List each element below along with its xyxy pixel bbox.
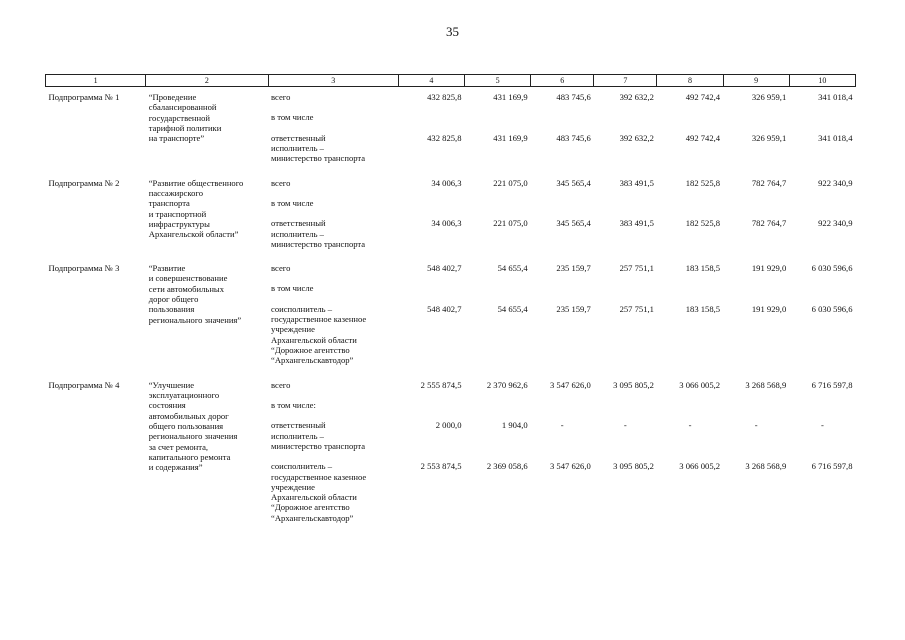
column-header: 2 <box>146 75 268 87</box>
amount-cell: 1 904,0 <box>501 420 528 431</box>
funding-category: соисполнитель – государственное казенное учреждение Архангельской области “Дорожное агентство “Архангельскавтодор” <box>271 461 367 523</box>
amount-cell: 548 402,7 <box>427 263 462 274</box>
amount-cell: 492 742,4 <box>685 132 721 143</box>
column-header: 4 <box>398 75 464 87</box>
empty-cell <box>789 102 855 122</box>
funding-category: в том числе <box>271 283 314 294</box>
amount-cell: 922 340,9 <box>818 218 853 229</box>
subprogram-name: “Развитие и совершенствование сети автомобильных дорог общего пользования регионального значения” <box>148 263 242 325</box>
amount-cell: 383 491,5 <box>619 218 654 229</box>
subprogram-name: “Развитие общественного пассажирского транспорта и транспортной инфраструктуры Архангельской области” <box>148 177 244 240</box>
amount-cell: 34 006,3 <box>431 177 462 188</box>
amount-cell: 341 018,4 <box>818 92 853 102</box>
amount-cell: 221 075,0 <box>493 218 528 229</box>
amount-cell: 492 742,4 <box>685 92 721 102</box>
empty-cell <box>657 188 723 208</box>
amount-cell: 54 655,4 <box>497 263 528 274</box>
subprogram-name: “Проведение сбалансированной государственной тарифной политики на транспорте” <box>148 92 222 144</box>
amount-cell: 235 159,7 <box>556 263 591 274</box>
empty-cell <box>398 188 464 208</box>
subprogram-code: Подпрограмма № 1 <box>48 92 120 102</box>
amount-cell: 6 716 597,8 <box>811 461 853 472</box>
amount-cell: 3 066 005,2 <box>679 461 721 472</box>
amount-cell: - <box>754 420 758 431</box>
amount-cell: 2 370 962,6 <box>486 379 528 390</box>
funding-category: в том числе: <box>271 399 316 410</box>
amount-cell: 432 825,8 <box>427 132 462 143</box>
amount-cell: 54 655,4 <box>497 303 528 314</box>
amount-cell: 782 764,7 <box>751 218 787 229</box>
amount-cell: 182 525,8 <box>685 218 721 229</box>
empty-cell <box>531 102 594 122</box>
table-body <box>46 87 856 533</box>
empty-cell <box>789 188 855 208</box>
amount-cell: 3 547 626,0 <box>549 379 591 390</box>
amount-cell: 392 632,2 <box>619 132 654 143</box>
column-header: 3 <box>268 75 398 87</box>
amount-cell: 221 075,0 <box>493 177 528 188</box>
amount-cell: 183 158,5 <box>685 303 721 314</box>
empty-cell <box>398 102 464 122</box>
subprogram-code: Подпрограмма № 2 <box>48 177 120 188</box>
subprogram-code: Подпрограмма № 3 <box>48 263 120 274</box>
funding-category: всего <box>271 177 291 188</box>
table-row <box>46 87 856 103</box>
empty-cell <box>723 188 789 208</box>
column-header: 8 <box>657 75 723 87</box>
funding-category: всего <box>271 263 291 274</box>
amount-cell: 341 018,4 <box>818 132 853 143</box>
empty-cell <box>594 273 657 293</box>
empty-cell <box>789 273 855 293</box>
amount-cell: 6 030 596,6 <box>811 263 853 274</box>
amount-cell: 345 565,4 <box>556 218 591 229</box>
column-header: 7 <box>594 75 657 87</box>
funding-category: ответственный исполнитель – министерство транспорта <box>271 218 366 249</box>
amount-cell: 3 095 805,2 <box>613 379 654 390</box>
empty-cell <box>594 188 657 208</box>
amount-cell: 326 959,1 <box>751 132 787 143</box>
empty-cell <box>465 390 531 410</box>
column-header: 6 <box>531 75 594 87</box>
empty-cell <box>531 390 594 410</box>
subprogram-name: “Улучшение эксплуатационного состояния автомобильных дорог общего пользования регионального значения за счет ремонта, капитального ремонта и содержания” <box>148 379 238 473</box>
amount-cell: 3 095 805,2 <box>613 461 654 472</box>
empty-cell <box>465 102 531 122</box>
page-number: 35 <box>446 24 459 39</box>
empty-cell <box>657 390 723 410</box>
amount-cell: 191 929,0 <box>751 263 787 274</box>
funding-table <box>45 74 856 532</box>
funding-category: всего <box>271 92 291 102</box>
empty-cell <box>789 390 855 410</box>
amount-cell: 3 268 568,9 <box>745 461 787 472</box>
empty-cell <box>657 273 723 293</box>
funding-category: ответственный исполнитель – министерство транспорта <box>271 132 366 164</box>
amount-cell: 182 525,8 <box>685 177 721 188</box>
funding-category: в том числе <box>271 197 314 208</box>
column-number-header <box>46 75 856 87</box>
amount-cell: 431 169,9 <box>493 132 528 143</box>
empty-cell <box>531 188 594 208</box>
amount-cell: 922 340,9 <box>818 177 853 188</box>
amount-cell: 34 006,3 <box>431 218 462 229</box>
amount-cell: 3 547 626,0 <box>549 461 591 472</box>
empty-cell <box>465 188 531 208</box>
empty-cell <box>594 390 657 410</box>
empty-cell <box>723 390 789 410</box>
amount-cell: 6 030 596,6 <box>811 303 853 314</box>
empty-cell <box>657 102 723 122</box>
amount-cell: 191 929,0 <box>751 303 787 314</box>
table-row <box>46 258 856 273</box>
amount-cell: 782 764,7 <box>751 177 787 188</box>
funding-category: ответственный исполнитель – министерство транспорта <box>271 420 366 451</box>
amount-cell: 392 632,2 <box>619 92 654 102</box>
empty-cell <box>723 273 789 293</box>
column-header: 9 <box>723 75 789 87</box>
amount-cell: 326 959,1 <box>751 92 787 102</box>
empty-cell <box>398 273 464 293</box>
amount-cell: 183 158,5 <box>685 263 721 274</box>
funding-category: в том числе <box>271 112 314 123</box>
amount-cell: 431 169,9 <box>493 92 528 102</box>
amount-cell: - <box>688 420 692 431</box>
amount-cell: 548 402,7 <box>427 303 462 314</box>
amount-cell: 483 745,6 <box>556 132 591 143</box>
amount-cell: 257 751,1 <box>619 303 654 314</box>
amount-cell: - <box>560 420 564 431</box>
funding-category: соисполнитель – государственное казенное учреждение Архангельской области “Дорожное агентство “Архангельскавтодор” <box>271 303 367 366</box>
table-row <box>46 173 856 188</box>
amount-cell: 257 751,1 <box>619 263 654 274</box>
amount-cell: 2 555 874,5 <box>420 379 462 390</box>
empty-cell <box>465 273 531 293</box>
amount-cell: 432 825,8 <box>427 92 462 102</box>
amount-cell: 235 159,7 <box>556 303 591 314</box>
subprogram-code: Подпрограмма № 4 <box>48 379 120 390</box>
amount-cell: 6 716 597,8 <box>811 379 853 390</box>
table-row <box>46 375 856 390</box>
column-header: 1 <box>46 75 146 87</box>
empty-cell <box>594 102 657 122</box>
column-header: 5 <box>465 75 531 87</box>
amount-cell: 3 268 568,9 <box>745 379 787 390</box>
amount-cell: 483 745,6 <box>556 92 591 102</box>
column-header: 10 <box>789 75 855 87</box>
amount-cell: - <box>623 420 627 431</box>
amount-cell: 2 000,0 <box>435 420 462 431</box>
empty-cell <box>398 390 464 410</box>
amount-cell: 2 553 874,5 <box>420 461 462 472</box>
amount-cell: - <box>820 420 824 431</box>
empty-cell <box>531 273 594 293</box>
amount-cell: 345 565,4 <box>556 177 591 188</box>
amount-cell: 383 491,5 <box>619 177 654 188</box>
amount-cell: 2 369 058,6 <box>486 461 528 472</box>
funding-category: всего <box>271 379 291 390</box>
amount-cell: 3 066 005,2 <box>679 379 721 390</box>
empty-cell <box>723 102 789 122</box>
